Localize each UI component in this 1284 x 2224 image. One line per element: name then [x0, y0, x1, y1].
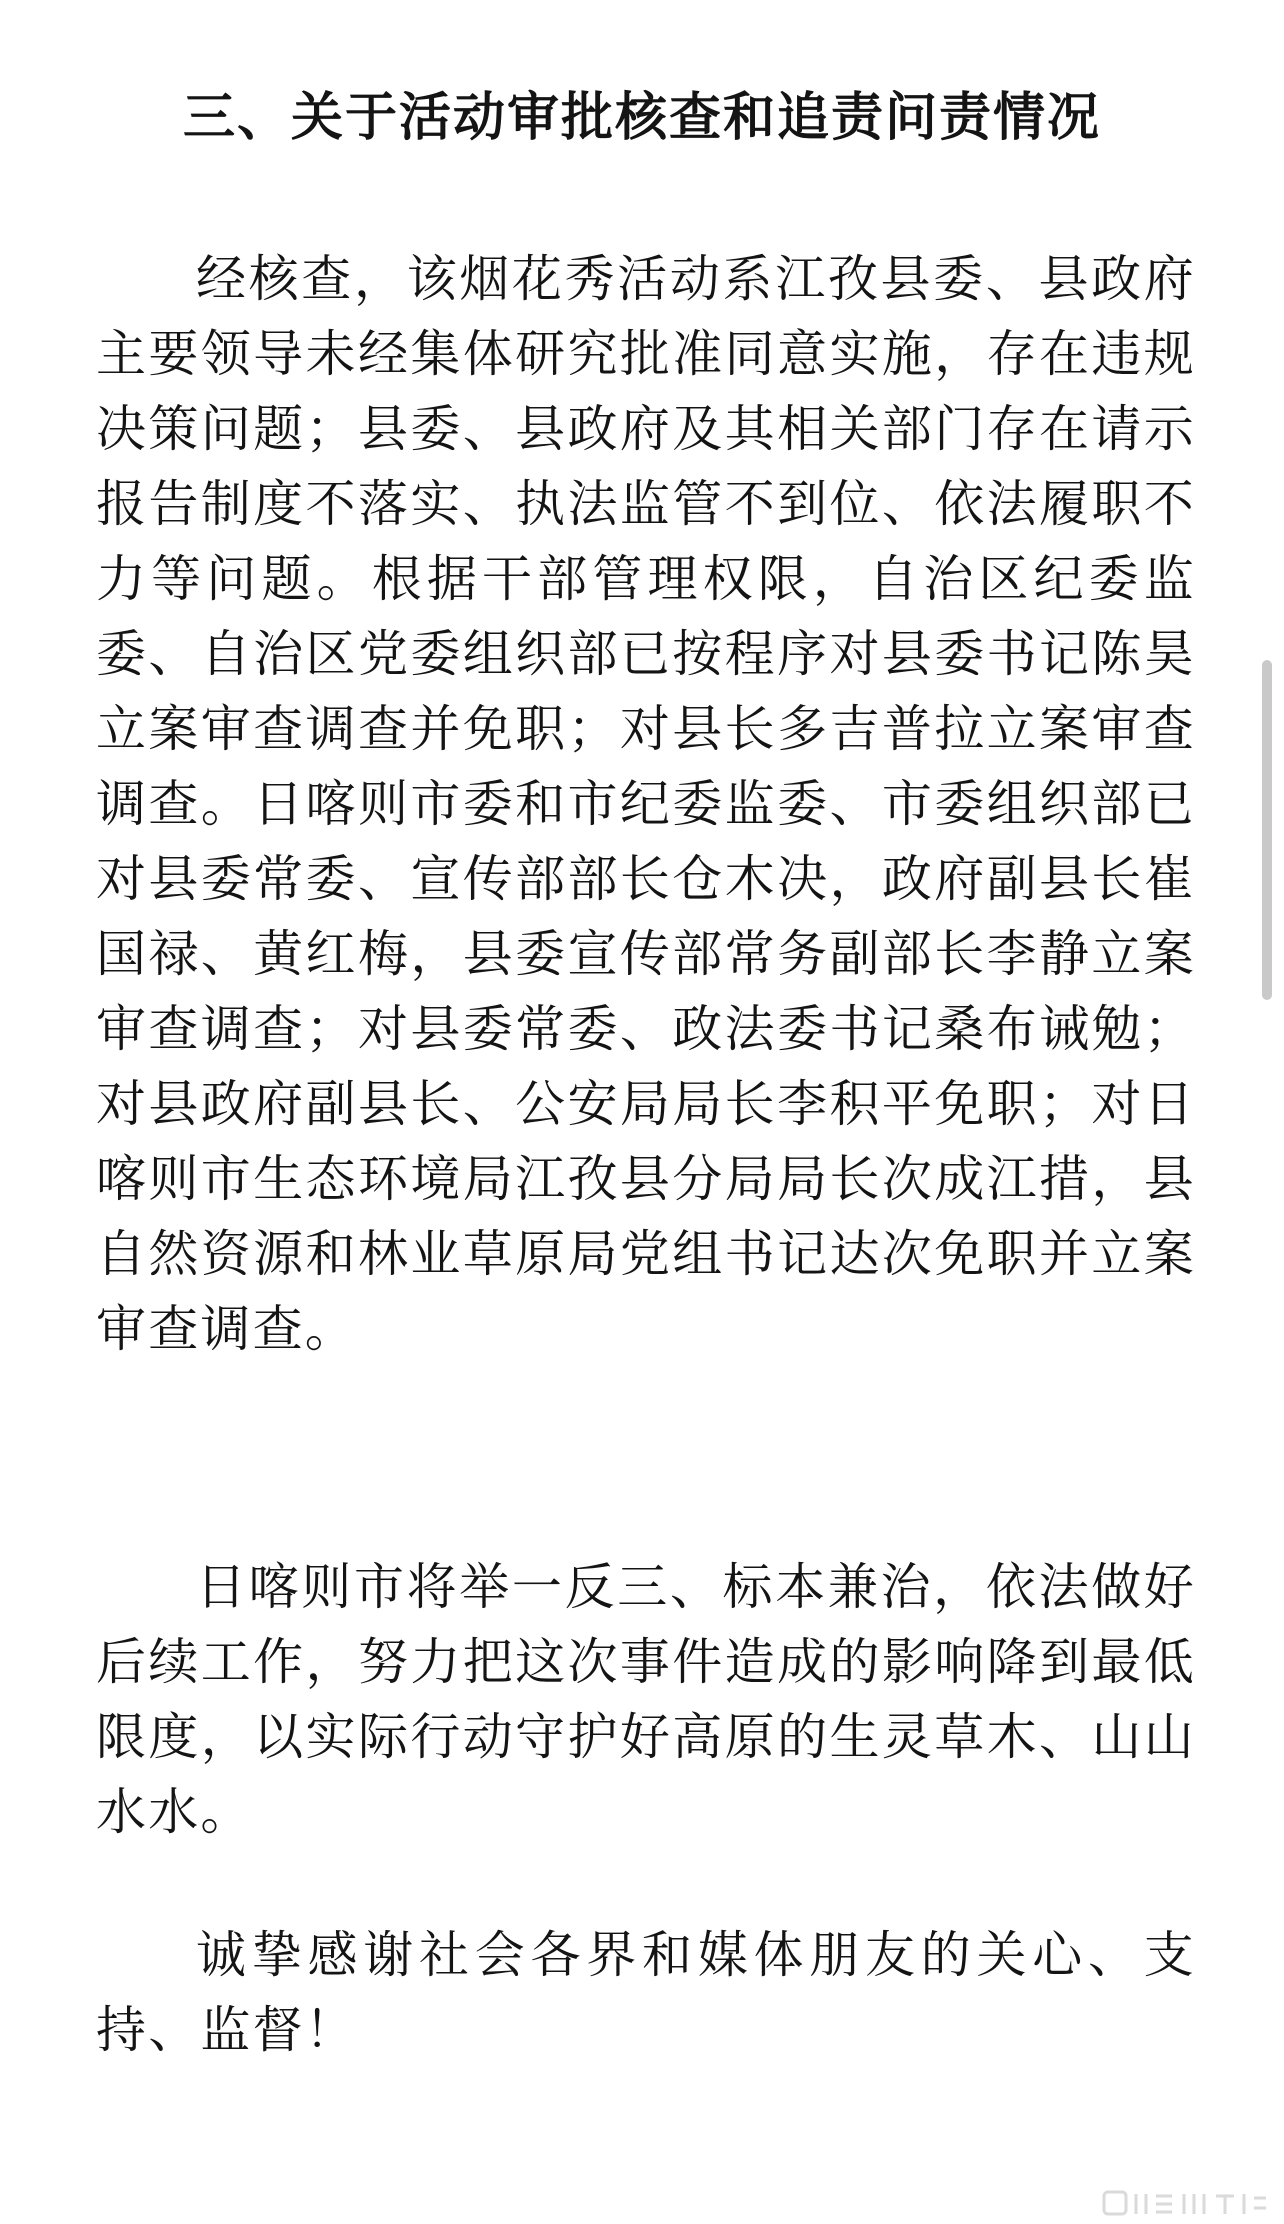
section-heading: 三、关于活动审批核查和追责问责情况: [182, 88, 1101, 148]
paragraph-accountability: 经核查，该烟花秀活动系江孜县委、县政府主要领导未经集体研究批准同意实施，存在违规决策问题；县委、县政府及其相关部门存在请示报告制度不落实、执法监管不到位、依法履职不力等问题。根据干部管理权限，自治区纪委监委、自治区党委组织部已按程序对县委书记陈昊立案审查调查并免职；对县长多吉普拉立案审查调查。日喀则市委和市纪委监委、市委组织部已对县委常委、宣传部部长仓木决，政府副县长崔国禄、黄红梅，县委宣传部常务副部长李静立案审查调查；对县委常委、政法委书记桑布诫勉；对县政府副县长、公安局局长李积平免职；对日喀则市生态环境局江孜县分局局长次成江措，县自然资源和林业草原局党组书记达次免职并立案审查调查。: [96, 250, 1196, 1358]
vertical-scrollbar[interactable]: [1262, 660, 1272, 1000]
watermark-icon: [1100, 2186, 1270, 2220]
paragraph-follow-up: 日喀则市将举一反三、标本兼治，依法做好后续工作，努力把这次事件造成的影响降到最低限度，以实际行动守护好高原的生灵草木、山山水水。: [96, 1558, 1196, 1841]
paragraph-thanks: 诚挚感谢社会各界和媒体朋友的关心、支持、监督！: [96, 1926, 1196, 2059]
